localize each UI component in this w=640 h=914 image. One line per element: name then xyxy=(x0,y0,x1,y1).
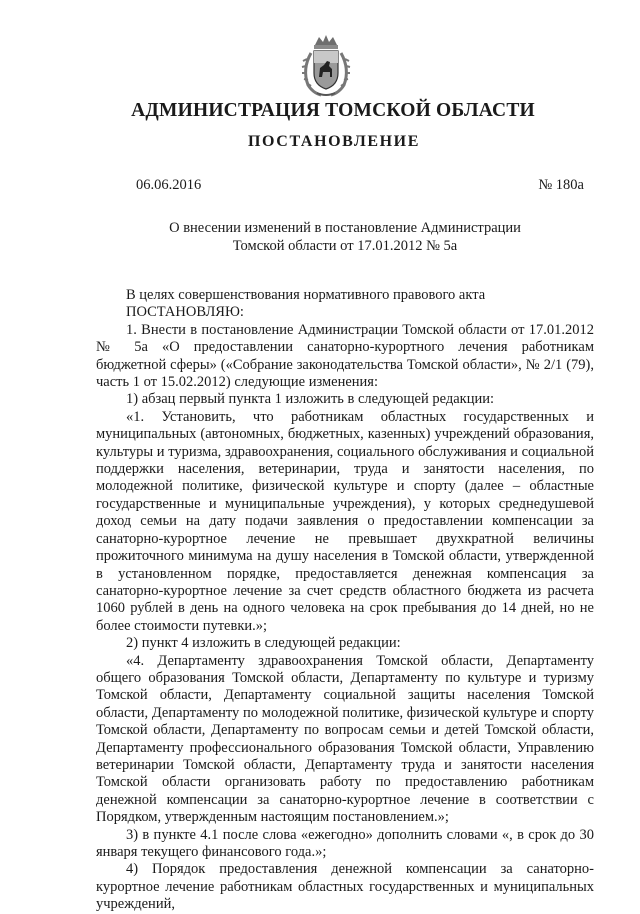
paragraph-quote-1: «1. Установить, что работникам областных государственных и муниципальных (автономных, бюджетных, казенных) учреждений образования, культуры и туризма, здравоохранения, социального обслуживания и социальной поддержки населения, ветеринарии, труда и занятости населения, по молодежной политике, физической культуре и спорту (далее – областные государственные и муниципальные учреждения), у которых среднедушевой доход семьи на дату подачи заявления о предоставлении компенсации за санаторно-курортное лечение не превышает двухкратной величины прожиточного минимума на душу населения в Томской области, утвержденной в установленном порядке, предоставляется денежная компенсация за санаторно-курортное лечение за счет средств областного бюджета из расчета 1060 рублей в день на одного человека на срок пребывания до 14 дней, но не более стоимости путевки.»; xyxy=(96,408,594,634)
paragraph-subitem-2: 2) пункт 4 изложить в следующей редакции: xyxy=(126,635,401,652)
paragraph-subitem-1: 1) абзац первый пункта 1 изложить в следующей редакции: xyxy=(126,391,495,408)
paragraph-preamble: В целях совершенствования нормативного правового акта xyxy=(126,287,486,303)
paragraph-quote-4: «4. Департаменту здравоохранения Томской области, Департаменту общего образования Томской области, Департаменту по культуре и туризму Томской области, Департаменту социальной защиты населения Томской области, Департаменту по молодежной политике, физической культуре и спорту Томской области, Департаменту по вопросам семьи и детей Томской области, Департаменту профессионального образования Томской области, Управлению ветеринарии Томской области, Департаменту труда и занятости населения Томской области организовать работу по предоставлению работникам денежной компенсации за санаторно-курортное лечение в соответствии с Порядком, утвержденным настоящим постановлением.»; xyxy=(96,652,594,826)
paragraph-resolve: ПОСТАНОВЛЯЮ: xyxy=(126,304,244,321)
document-type: ПОСТАНОВЛЕНИЕ xyxy=(248,133,420,150)
subject-line: О внесении изменений в постановление Администрации xyxy=(169,220,521,236)
document-date: 06.06.2016 xyxy=(136,177,202,193)
document-number: № 180а xyxy=(538,177,584,193)
document-body xyxy=(96,287,594,914)
paragraph-subitem-3: 3) в пункте 4.1 после слова «ежегодно» дополнить словами «, в срок до 30 января текущего финансового года.»; xyxy=(96,826,594,860)
coat-of-arms-icon xyxy=(299,33,353,99)
paragraph-item-1: 1. Внести в постановление Администрации Томской области от 17.01.2012 № 5а «О предоставлении санаторно-курортного лечения работникам бюджетной сферы» («Собрание законодательства Томской области», № 2/1 (79), часть 1 от 15.02.2012) следующие изменения: xyxy=(96,321,594,391)
paragraph-subitem-4: 4) Порядок предоставления денежной компенсации за санаторно-курортное лечение работникам областных государственных и муниципальных учреждений, xyxy=(96,861,594,913)
organization-title: АДМИНИСТРАЦИЯ ТОМСКОЙ ОБЛАСТИ xyxy=(131,100,535,121)
subject-line: Томской области от 17.01.2012 № 5а xyxy=(232,238,458,254)
document-subject xyxy=(150,219,540,255)
